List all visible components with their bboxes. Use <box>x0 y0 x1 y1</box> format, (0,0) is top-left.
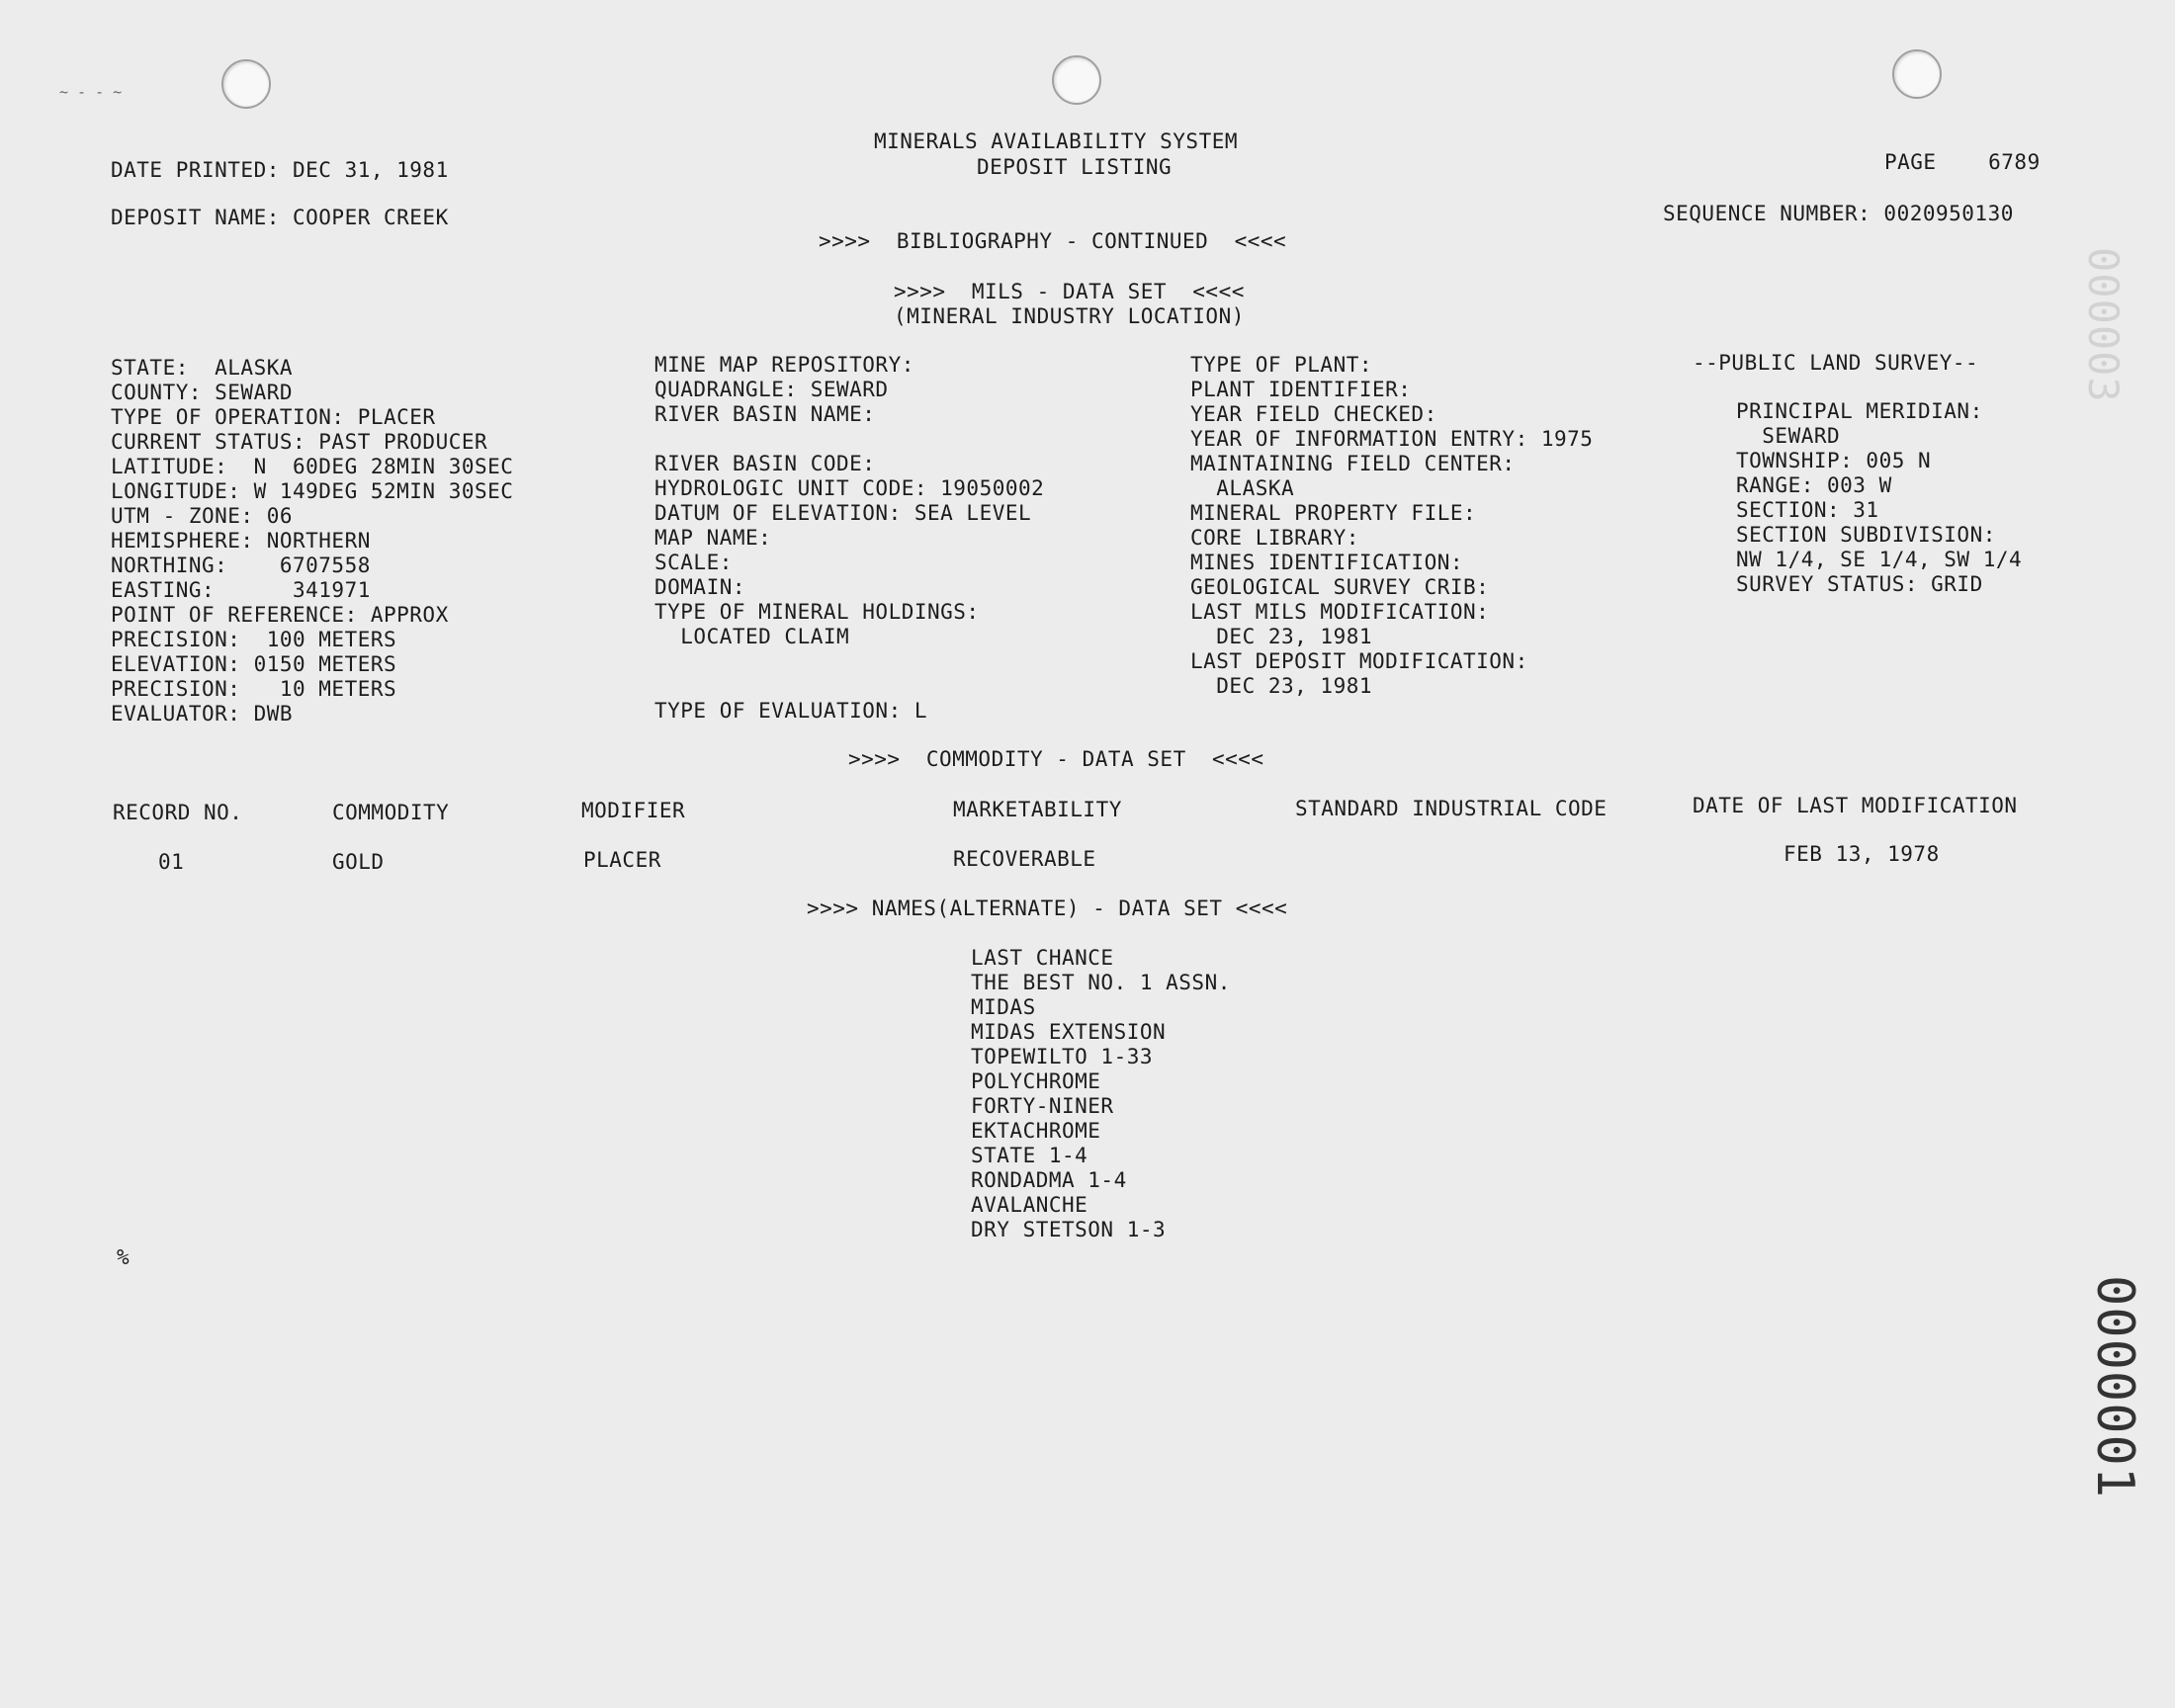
list-item: AVALANCHE <box>971 1193 1088 1217</box>
public-land-survey-title: --PUBLIC LAND SURVEY-- <box>1693 351 1979 375</box>
list-item: STATE 1-4 <box>971 1144 1088 1167</box>
punch-hole-center <box>1052 55 1101 105</box>
mils-subbanner: (MINERAL INDUSTRY LOCATION) <box>894 304 1245 328</box>
commodity-cell-commodity: GOLD <box>332 850 385 874</box>
mils-field: CURRENT STATUS: PAST PRODUCER <box>111 430 488 454</box>
mils-field: TOWNSHIP: 005 N <box>1736 449 1932 472</box>
mils-field: MAP NAME: <box>654 526 772 550</box>
mils-field: TYPE OF EVALUATION: L <box>654 699 928 723</box>
mils-field: EVALUATOR: DWB <box>111 702 294 726</box>
mils-banner: >>>> MILS - DATA SET <<<< <box>894 280 1245 303</box>
listing-subtitle: DEPOSIT LISTING <box>977 155 1173 179</box>
list-item: RONDADMA 1-4 <box>971 1168 1127 1192</box>
list-item: LAST CHANCE <box>971 946 1114 970</box>
bibliography-banner: >>>> BIBLIOGRAPHY - CONTINUED <<<< <box>819 229 1287 253</box>
mils-field: RIVER BASIN NAME: <box>654 402 876 426</box>
commodity-cell-modifier: PLACER <box>583 848 661 872</box>
commodity-cell-date: FEB 13, 1978 <box>1784 842 1940 866</box>
mils-field: MINES IDENTIFICATION: <box>1190 551 1464 574</box>
mils-field: LAST MILS MODIFICATION: <box>1190 600 1490 624</box>
mils-field: NW 1/4, SE 1/4, SW 1/4 <box>1736 548 2023 571</box>
commodity-header-commodity: COMMODITY <box>332 801 450 824</box>
mils-field: PLANT IDENTIFIER: <box>1190 378 1412 401</box>
mils-field: QUADRANGLE: SEWARD <box>654 378 889 401</box>
list-item: FORTY-NINER <box>971 1094 1114 1118</box>
mils-field: LATITUDE: N 60DEG 28MIN 30SEC <box>111 455 514 478</box>
mils-field: SECTION SUBDIVISION: <box>1736 523 1996 547</box>
mils-field: YEAR FIELD CHECKED: <box>1190 402 1437 426</box>
mils-field: SECTION: 31 <box>1736 498 1879 522</box>
system-title: MINERALS AVAILABILITY SYSTEM <box>874 129 1239 153</box>
mils-field: MINE MAP REPOSITORY: <box>654 353 914 377</box>
commodity-cell-record: 01 <box>158 850 185 874</box>
mils-field: STATE: ALASKA <box>111 356 294 380</box>
mils-field: COUNTY: SEWARD <box>111 381 294 404</box>
list-item: MIDAS EXTENSION <box>971 1020 1167 1044</box>
mils-field: SEWARD <box>1736 424 1841 448</box>
commodity-header-marketability: MARKETABILITY <box>953 798 1122 821</box>
mils-field: LAST DEPOSIT MODIFICATION: <box>1190 649 1528 673</box>
punch-hole-right <box>1892 49 1942 99</box>
date-printed: DATE PRINTED: DEC 31, 1981 <box>111 158 449 182</box>
list-item: DRY STETSON 1-3 <box>971 1218 1167 1241</box>
deposit-name: DEPOSIT NAME: COOPER CREEK <box>111 206 449 229</box>
mils-field: TYPE OF PLANT: <box>1190 353 1373 377</box>
list-item: POLYCHROME <box>971 1069 1101 1093</box>
commodity-cell-marketability: RECOVERABLE <box>953 847 1096 871</box>
mils-field: YEAR OF INFORMATION ENTRY: 1975 <box>1190 427 1594 451</box>
mils-field: DATUM OF ELEVATION: SEA LEVEL <box>654 501 1032 525</box>
mils-field: HYDROLOGIC UNIT CODE: 19050002 <box>654 476 1045 500</box>
mils-field: GEOLOGICAL SURVEY CRIB: <box>1190 575 1490 599</box>
commodity-header-sic: STANDARD INDUSTRIAL CODE <box>1295 797 1608 820</box>
mils-field: RIVER BASIN CODE: <box>654 452 876 475</box>
mils-field: SCALE: <box>654 551 733 574</box>
commodity-banner: >>>> COMMODITY - DATA SET <<<< <box>848 747 1264 771</box>
page-number: PAGE 6789 <box>1884 150 2041 174</box>
sequence-number: SEQUENCE NUMBER: 0020950130 <box>1663 202 2014 225</box>
list-item: EKTACHROME <box>971 1119 1101 1143</box>
faint-stamp-number: 000003 <box>2079 247 2128 403</box>
mils-field: DOMAIN: <box>654 575 746 599</box>
mils-field: LONGITUDE: W 149DEG 52MIN 30SEC <box>111 479 514 503</box>
commodity-header-date: DATE OF LAST MODIFICATION <box>1693 794 2018 817</box>
list-item: TOPEWILTO 1-33 <box>971 1045 1154 1068</box>
names-banner: >>>> NAMES(ALTERNATE) - DATA SET <<<< <box>807 897 1288 920</box>
mils-field: POINT OF REFERENCE: APPROX <box>111 603 449 627</box>
commodity-header-record: RECORD NO. <box>113 801 243 824</box>
margin-stamp-number: 0000001 <box>2085 1275 2144 1499</box>
punch-hole-left <box>221 59 271 109</box>
commodity-header-modifier: MODIFIER <box>581 799 686 822</box>
list-item: MIDAS <box>971 995 1036 1019</box>
footer-percent-mark: % <box>117 1245 130 1269</box>
mils-field: UTM - ZONE: 06 <box>111 504 294 528</box>
mils-field: EASTING: 341971 <box>111 578 371 602</box>
mils-field: MINERAL PROPERTY FILE: <box>1190 501 1477 525</box>
mils-field: RANGE: 003 W <box>1736 473 1892 497</box>
mils-field: NORTHING: 6707558 <box>111 554 371 577</box>
mils-field: PRECISION: 10 METERS <box>111 677 397 701</box>
mils-field: PRINCIPAL MERIDIAN: <box>1736 399 1983 423</box>
mils-field: LOCATED CLAIM <box>654 625 850 648</box>
mils-field: TYPE OF MINERAL HOLDINGS: <box>654 600 980 624</box>
mils-field: MAINTAINING FIELD CENTER: <box>1190 452 1516 475</box>
mils-field: ALASKA <box>1190 476 1295 500</box>
mils-field: TYPE OF OPERATION: PLACER <box>111 405 436 429</box>
mils-field: DEC 23, 1981 <box>1190 625 1373 648</box>
mils-field: ELEVATION: 0150 METERS <box>111 652 397 676</box>
mils-field: CORE LIBRARY: <box>1190 526 1359 550</box>
mils-field: DEC 23, 1981 <box>1190 674 1373 698</box>
mils-field: HEMISPHERE: NORTHERN <box>111 529 371 553</box>
mils-field: SURVEY STATUS: GRID <box>1736 572 1983 596</box>
mils-field: PRECISION: 100 METERS <box>111 628 397 651</box>
scuff-mark: ~ - - ~ <box>59 83 123 101</box>
list-item: THE BEST NO. 1 ASSN. <box>971 971 1231 994</box>
